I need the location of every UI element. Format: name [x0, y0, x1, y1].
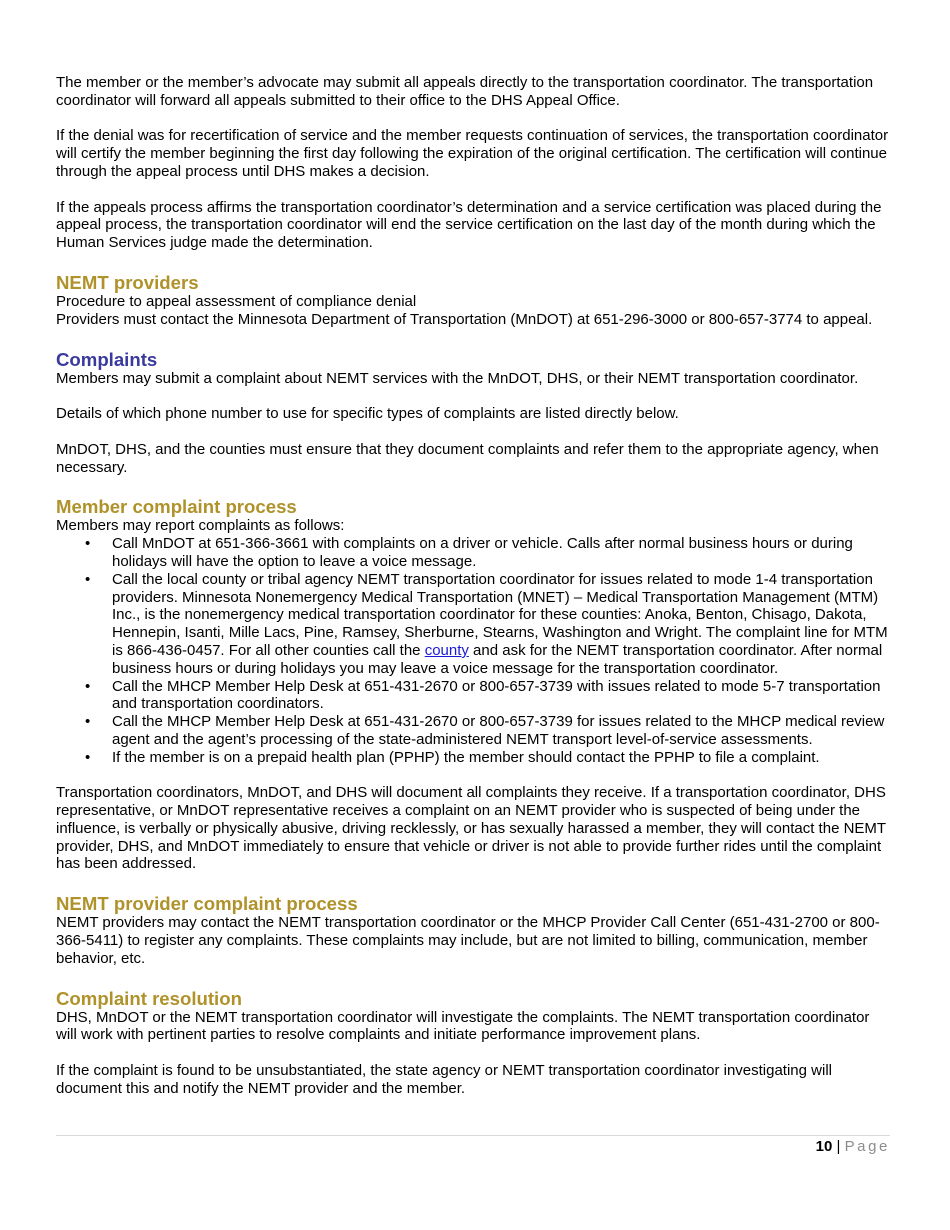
provider-complaint-paragraph: NEMT providers may contact the NEMT transportation coordinator or the MHCP Provider Call Center (651-431-2700 or 800-366-5411) to register any complaints. These complaints may include, but are not limited to billing, communication, member behavior, etc.	[56, 914, 880, 967]
section-complaints	[56, 350, 892, 477]
resolution-paragraph-2: If the complaint is found to be unsubstantiated, the state agency or NEMT transportation coordinator investigating will document this and notify the NEMT provider and the member.	[56, 1062, 832, 1097]
intro-paragraph-2: If the denial was for recertification of service and the member requests continuation of services, the transportation coordinator will certify the member beginning the first day following the expiration of the original certification. The certification will continue through the appeal process until DHS makes a decision.	[56, 127, 889, 180]
section-complaint-resolution	[56, 989, 892, 1098]
page-label: Page	[844, 1138, 890, 1155]
complaints-paragraph-1: Members may submit a complaint about NEMT services with the MnDOT, DHS, or their NEMT transportation coordinator.	[56, 369, 859, 387]
list-item: • Call MnDOT at 651-366-3661 with complaints on a driver or vehicle. Calls after normal business hours or during holidays will have the option to leave a voice message.	[112, 535, 892, 571]
complaints-paragraph-2: Details of which phone number to use for specific types of complaints are listed directly below.	[56, 405, 679, 423]
nemt-providers-line-1: Procedure to appeal assessment of compliance denial	[56, 292, 417, 310]
list-item: • Call the MHCP Member Help Desk at 651-431-2670 or 800-657-3739 for issues related to the MHCP medical review agent and the agent’s processing of the state-administered NEMT transport level-of-service assessments.	[112, 713, 892, 749]
section-nemt-providers	[56, 273, 892, 329]
nemt-providers-line-2: Providers must contact the Minnesota Department of Transportation (MnDOT) at 651-296-3000 or 800-657-3774 to appeal.	[56, 310, 873, 328]
member-complaint-list	[56, 535, 892, 766]
list-item	[112, 571, 892, 678]
footer-separator: |	[832, 1138, 845, 1155]
complaints-paragraph-3: MnDOT, DHS, and the counties must ensure that they document complaints and refer them to the appropriate agency, when necessary.	[56, 440, 879, 476]
footer-divider	[56, 1135, 890, 1136]
list-item-text: Call the local county or tribal agency NEMT transportation coordinator for issues related to mode 1-4 transportation providers. Minnesota Nonemergency Medical Transportation (MNET) – Medical Transportation Management (MTM) Inc., is the nonemergency medical transportation coordinator for these counties: Anoka, Benton, Chisago, Dakota, Hennepin, Isanti, Mille Lacs, Pine, Ramsey, Sherburne, Stearns, Washington and Wright. The complaint line for MTM is 866-436-0457. For all other counties call the	[112, 570, 888, 659]
county-link[interactable]: county	[424, 641, 469, 659]
section-member-complaint-process	[56, 497, 892, 873]
list-item: • If the member is on a prepaid health plan (PPHP) the member should contact the PPHP to file a complaint.	[112, 749, 892, 767]
page-footer	[816, 1138, 890, 1155]
member-complaint-heading: Member complaint process	[56, 496, 297, 518]
section-provider-complaint-process	[56, 894, 892, 967]
intro-paragraph-3: If the appeals process affirms the transportation coordinator’s determination and a service certification was placed during the appeal process, the transportation coordinator will end the service certification on the last day of the month during which the Human Services judge made the determination.	[56, 198, 882, 252]
list-item-text: and ask for the NEMT transportation coordinator. After normal business hours or during holidays you may leave a voice message for the transportation coordinator.	[112, 641, 883, 677]
intro-paragraph-1: The member or the member’s advocate may submit all appeals directly to the transportation coordinator. The transportation coordinator will forward all appeals submitted to their office to the DHS Appeal Office.	[56, 74, 874, 109]
member-complaint-intro: Members may report complaints as follows:	[56, 517, 345, 535]
member-complaint-closing: Transportation coordinators, MnDOT, and DHS will document all complaints they receive. If a transportation coordinator, DHS representative, or MnDOT representative receives a complaint on an NEMT provider who is suspected of being under the influence, is verbally or physically abusive, driving recklessly, or has sexually harassed a member, they will contact the NEMT provider, DHS, and MnDOT immediately to ensure that vehicle or driver is not able to provide further rides until the complaint has been addressed.	[56, 784, 886, 873]
complaint-resolution-heading: Complaint resolution	[56, 987, 242, 1009]
nemt-providers-heading: NEMT providers	[56, 271, 199, 293]
provider-complaint-heading: NEMT provider complaint process	[56, 893, 358, 915]
list-item: • Call the MHCP Member Help Desk at 651-431-2670 or 800-657-3739 with issues related to mode 5-7 transportation and transportation coordinators.	[112, 678, 892, 714]
document-body	[56, 74, 892, 1098]
resolution-paragraph-1: DHS, MnDOT or the NEMT transportation coordinator will investigate the complaints. The NEMT transportation coordinator will work with pertinent parties to resolve complaints and initiate performance improvement plans.	[56, 1008, 870, 1044]
page-number: 10	[815, 1138, 833, 1155]
complaints-heading: Complaints	[56, 348, 158, 370]
